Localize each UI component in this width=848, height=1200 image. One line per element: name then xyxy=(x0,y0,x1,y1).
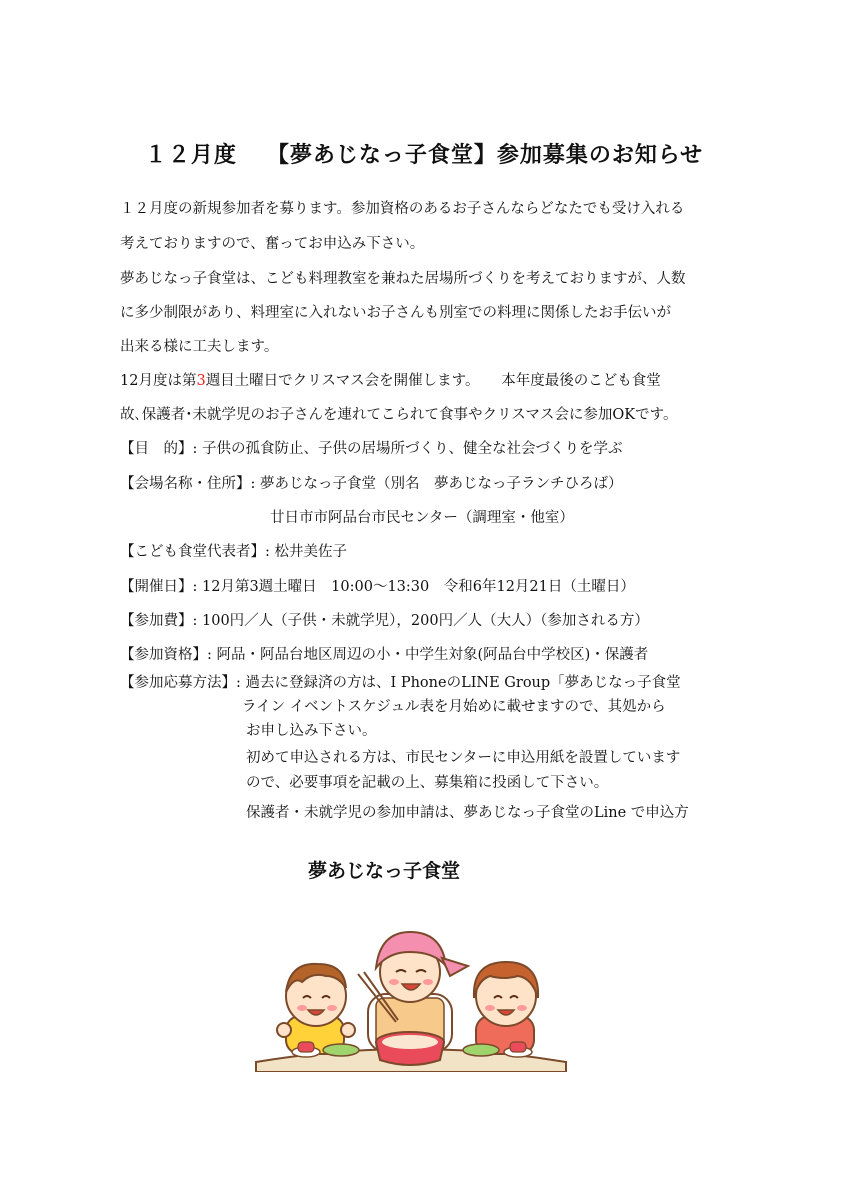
intro-line-6-b: 週目土曜日でクリスマス会を開催します。 本年度最後のこども食堂 xyxy=(205,373,661,389)
illustration-heading: 夢あじなっ子食堂 xyxy=(308,860,461,882)
intro-line-2: 考えておりますので、奮ってお申込み下さい。 xyxy=(120,236,425,252)
intro-line-3: 夢あじなっ子食堂は、こども料理教室を兼ねた居場所づくりを考えておりますが、人数 xyxy=(120,271,686,287)
title-month: １２月度 xyxy=(144,143,237,168)
date-line: 【開催日】: 12月第3週土曜日 10:00～13:30 令和6年12月21日（土曜日） xyxy=(120,579,635,595)
intro-line-7: 故､保護者･未就学児のお子さんを連れてこられて食事やクリスマス会に参加OKです。 xyxy=(120,407,678,423)
fee-line: 【参加費】: 100円／人（子供・未就学児），200円／人（大人）（参加される方） xyxy=(120,613,649,629)
title-main: 【夢あじなっ子食堂】参加募集のお知らせ xyxy=(266,143,704,168)
representative-line: 【こども食堂代表者】: 松井美佐子 xyxy=(120,544,347,560)
intro-line-5: 出来る様に工夫します。 xyxy=(120,339,279,355)
page-title xyxy=(0,138,848,169)
apply-line-4: 初めて申込される方は、市民センターに申込用紙を設置しています xyxy=(246,750,681,766)
intro-line-6 xyxy=(120,371,661,391)
apply-line-1: 【参加応募方法】: 過去に登録済の方は、I PhoneのLINE Group「夢あじなっ子食堂 xyxy=(120,675,681,691)
purpose-line: 【目 的】: 子供の孤食防止、子供の居場所づくり、健全な社会づくりを学ぶ xyxy=(120,441,623,457)
week-number: 3 xyxy=(196,373,206,389)
intro-line-1: １２月度の新規参加者を募ります。参加資格のあるお子さんならどなたでも受け入れる xyxy=(120,201,685,217)
venue-address: 廿日市市阿品台市民センター（調理室・他室） xyxy=(270,510,574,526)
venue-line: 【会場名称・住所】: 夢あじなっ子食堂（別名 夢あじなっ子ランチひろば） xyxy=(120,476,623,492)
apply-line-5: ので、必要事項を記載の上、募集箱に投函して下さい。 xyxy=(246,775,609,791)
intro-line-6-a: 12月度は第 xyxy=(120,373,197,389)
eligibility-line: 【参加資格】: 阿品・阿品台地区周辺の小・中学生対象(阿品台中学校区)・保護者 xyxy=(120,647,649,663)
intro-line-4: に多少制限があり、料理室に入れないお子さんも別室での料理に関係したお手伝いが xyxy=(120,305,671,321)
children-eating-illustration xyxy=(246,924,576,1072)
apply-line-6: 保護者・未就学児の参加申請は、夢あじなっ子食堂のLine で申込方 xyxy=(246,805,689,821)
apply-line-3: お申し込み下さい。 xyxy=(246,723,377,739)
apply-line-2: ライン イベントスケジュル表を月始めに載せますので、其処から xyxy=(242,699,666,715)
girl-figure xyxy=(474,962,538,1054)
